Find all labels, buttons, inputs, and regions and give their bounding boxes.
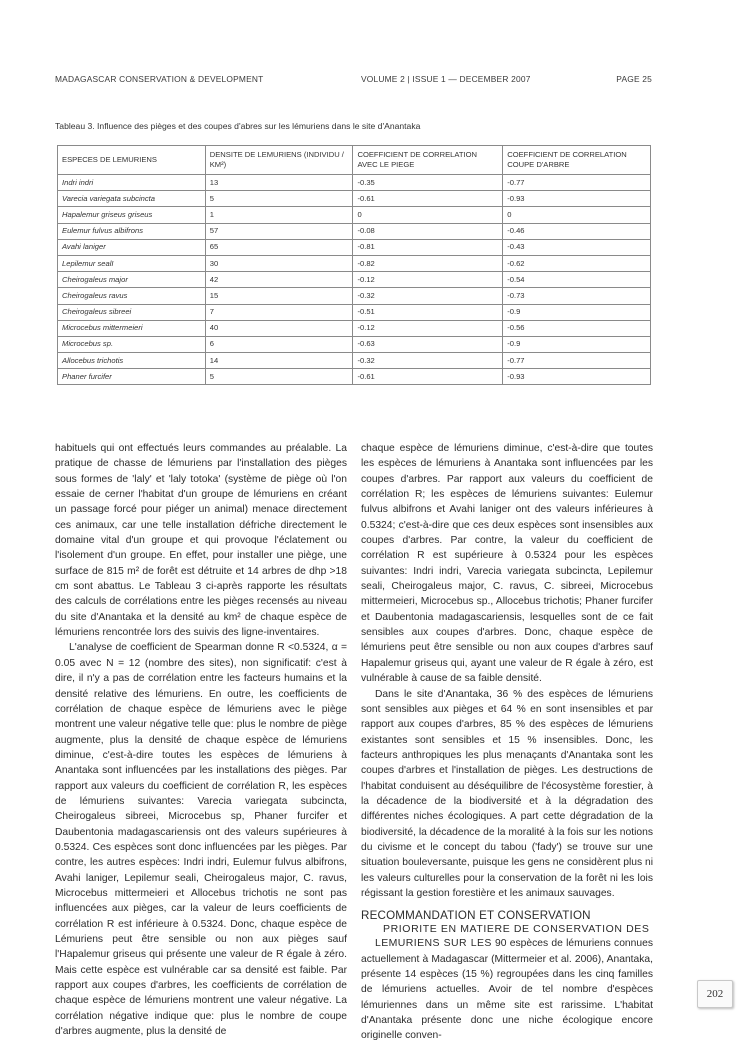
table-row: [58, 353, 651, 369]
page-number-badge: 202: [697, 980, 733, 1008]
header-density: DENSITE DE LEMURIENS (INDIVIDU / KM²): [205, 146, 353, 175]
cell-trap-correlation: -0.08: [353, 223, 503, 239]
paragraph: Dans le site d'Anantaka, 36 % des espèces de lémuriens sont sensibles aux pièges et 64 % en sont insensibles et par rapport aux coupes d'arbres, 85 % des espèces de lémuriens existantes sont sensibles et 15 % insensibles. Donc, les facteurs anthropiques les plus menaçants d'Anantaka sont les coupes d'arbres et l'installation de pièges. Les destructions de l'habitat conduisent au déséquilibre de l'écosystème forestier, à la décadence de la biodiversité et à la dégradation des différentes niches écologiques. A part cette dégradation de la biodiversité, la décadence de la moralité à la fois sur les notions du civisme et le concept du tabou ('fady') se trouve sur une situation bouleversante, puisque les gens ne considèrent plus ni les valeurs culturelles pour la conservation de la forêt ni les lois régissant la gestion forestière et les animaux sauvages.: [361, 688, 653, 899]
table-row: [58, 288, 651, 304]
cell-cut-correlation: -0.9: [503, 304, 651, 320]
table-row: [58, 255, 651, 271]
table-header-row: [58, 146, 651, 175]
cell-species: Eulemur fulvus albifrons: [58, 223, 206, 239]
section-heading: RECOMMANDATION ET CONSERVATION: [361, 909, 591, 923]
cell-trap-correlation: -0.82: [353, 255, 503, 271]
cell-density: 65: [205, 239, 353, 255]
cell-cut-correlation: -0.73: [503, 288, 651, 304]
cell-density: 15: [205, 288, 353, 304]
table-row: [58, 304, 651, 320]
journal-title: MADAGASCAR CONSERVATION & DEVELOPMENT: [55, 74, 264, 84]
cell-density: 42: [205, 272, 353, 288]
table-row: [58, 175, 651, 191]
paragraph-text: 90 espèces de lémuriens connues actuellement à Madagascar (Mittermeier et al. 2006), Anantaka, présente 14 espèces (15 %) regroupées dans les cinq familles de lémuriens actuelles. Avoir de tel nombre d'espèces lémuriennes dans un même site est rarissime. L'habitat d'Anantaka présente donc une niche écologique encore originelle conven-: [361, 938, 653, 1042]
cell-cut-correlation: -0.77: [503, 175, 651, 191]
lemur-correlation-table: [57, 145, 651, 385]
paragraph: L'analyse de coefficient de Spearman donne R <0.5324, α = 0.05 avec N = 12 (nombre des sites), non significatif: c'est à dire, il n'y a pas de corrélation entre les facteurs humains et la densité relative des lémuriens. En outre, les coefficients de corrélation de chaque espèce de lémuriens avec le piège montrent une valeur négative telle que: plus le nombre de piège augmente, plus la densité de chaque espèce de lémuriens diminue, c'est-à-dire toutes les espèces de lémuriens à Anantaka sont influencées par les installations des pièges. Par rapport aux valeurs du coefficient de corrélation R, les espèces de lémuriens suivantes: Varecia variegata subcincta, Cheirogaleus sibreei, Microcebus sp, Phaner furcifer et Daubentonia madagascariensis ont des valeurs supérieures à 0.5324. Ces espèces sont donc influencées par les pièges. Par contre, les autres espèces: Indri indri, Eulemur fulvus albifrons, Avahi laniger, Lepilemur seali, Cheirogaleus major, C. ravus, Microcebus mittermeieri et Allocebus trichotis ne sont pas influencées aux pièges, car la valeur de leurs coefficients de corrélation R est inférieure à 0.5324. Donc, chaque espèce de Lémuriens peut être sensible ou non aux pièges sauf l'Hapalemur griseus qui présente une valeur de R égale à zéro. Mais cette espèce est vulnérable car sa densité est faible. Par rapport aux coupes d'arbres, les coefficients de corrélation de chaque espèce de lémuriens montrent une valeur négative. La corrélation négative indique que: plus le nombre de coupe d'arbres augmente, plus la densité de: [55, 642, 347, 1038]
subsection-heading: PRIORITE EN MATIERE DE CONSERVATION DES: [383, 923, 650, 936]
cell-cut-correlation: -0.46: [503, 223, 651, 239]
cell-species: Cheirogaleus ravus: [58, 288, 206, 304]
right-column: [361, 441, 653, 1044]
header-cut-correlation: COEFFICIENT DE CORRELATION COUPE D'ARBRE: [503, 146, 651, 175]
cell-density: 1: [205, 207, 353, 223]
cell-density: 5: [205, 191, 353, 207]
table-row: [58, 320, 651, 336]
cell-trap-correlation: -0.32: [353, 353, 503, 369]
cell-species: Allocebus trichotis: [58, 353, 206, 369]
cell-density: 14: [205, 353, 353, 369]
cell-cut-correlation: -0.77: [503, 353, 651, 369]
left-column: [55, 441, 347, 1039]
cell-density: 30: [205, 255, 353, 271]
cell-density: 40: [205, 320, 353, 336]
cell-species: Phaner furcifer: [58, 369, 206, 385]
cell-trap-correlation: -0.81: [353, 239, 503, 255]
subsection-heading-continued: LEMURIENS SUR LES: [375, 937, 492, 950]
table-row: [58, 336, 651, 352]
cell-cut-correlation: -0.56: [503, 320, 651, 336]
cell-trap-correlation: -0.35: [353, 175, 503, 191]
cell-species: Hapalemur griseus griseus: [58, 207, 206, 223]
table-row: [58, 239, 651, 255]
running-header: [55, 74, 652, 88]
cell-cut-correlation: 0: [503, 207, 651, 223]
cell-species: Cheirogaleus major: [58, 272, 206, 288]
header-species: ESPECES DE LEMURIENS: [58, 146, 206, 175]
cell-trap-correlation: -0.63: [353, 336, 503, 352]
table-row: [58, 223, 651, 239]
cell-species: Varecia variegata subcincta: [58, 191, 206, 207]
table-row: [58, 191, 651, 207]
cell-cut-correlation: -0.93: [503, 191, 651, 207]
cell-trap-correlation: 0: [353, 207, 503, 223]
table-row: [58, 272, 651, 288]
paragraph: [361, 936, 653, 1043]
cell-density: 7: [205, 304, 353, 320]
header-trap-correlation: COEFFICIENT DE CORRELATION AVEC LE PIEGE: [353, 146, 503, 175]
cell-density: 5: [205, 369, 353, 385]
cell-density: 6: [205, 336, 353, 352]
cell-cut-correlation: -0.93: [503, 369, 651, 385]
page-label: PAGE 25: [616, 74, 652, 84]
cell-cut-correlation: -0.9: [503, 336, 651, 352]
cell-trap-correlation: -0.12: [353, 320, 503, 336]
cell-density: 57: [205, 223, 353, 239]
cell-cut-correlation: -0.62: [503, 255, 651, 271]
cell-cut-correlation: -0.54: [503, 272, 651, 288]
paragraph: chaque espèce de lémuriens diminue, c'est-à-dire que toutes les espèces de lémuriens à Anantaka sont influencées par les coupes d'arbres. Par rapport aux valeurs du coefficient de corrélation R; les espèces de lémuriens suivantes: Eulemur fulvus albifrons et Avahi laniger ont des valeurs inférieures à 0.5324; c'est-à-dire que ces deux espèces sont insensibles aux coupes d'arbres. Par contre, la valeur du coefficient de corrélation R est supérieure à 0.5324 pour les espèces suivantes: Indri indri, Varecia variegata subcincta, Lepilemur seali, Cheirogaleus major, C. ravus, C. sibreei, Microcebus mittermeieri, Microcebus sp., Allocebus trichotis; Phaner furcifer et Daubentonia madagascariensis, lesquelles sont de ce fait sensibles aux coupes d'arbres. Donc, chaque espèce de lémuriens peut être sensible ou non aux coupes d'arbres sauf Hapalemur griseus qui, ayant une valeur de R égale à zéro, est vulnérable à cause de sa faible densité.: [361, 443, 653, 685]
cell-trap-correlation: -0.61: [353, 191, 503, 207]
cell-species: Cheirogaleus sibreei: [58, 304, 206, 320]
cell-trap-correlation: -0.51: [353, 304, 503, 320]
table-row: [58, 207, 651, 223]
cell-trap-correlation: -0.12: [353, 272, 503, 288]
cell-trap-correlation: -0.32: [353, 288, 503, 304]
cell-species: Avahi laniger: [58, 239, 206, 255]
table-row: [58, 369, 651, 385]
paragraph: habituels qui ont effectués leurs commandes au préalable. La pratique de chasse de lémuriens par l'installation des pièges sous formes de 'laly' et 'laly totoka' (système de piège où l'on essaie de cerner l'habitat d'un groupe de lémuriens en créant un passage forcé pour piéger un animal) menace directement ces animaux, car une telle installation défriche directement le domaine vital d'un groupe et qui provoque l'éclatement ou l'isolement d'un groupe. En effet, pour installer une piège, une surface de 815 m² de forêt est détruite et 14 arbres de dhp >18 cm sont abattus. Le Tableau 3 ci-après rapporte les résultats des calculs de corrélations entre les pièges recensés au niveau du site d'Anantaka et la densité au km² de chaque espèce de lémuriens rencontrée lors des suivis des ligne-inventaires.: [55, 443, 347, 639]
cell-cut-correlation: -0.43: [503, 239, 651, 255]
cell-species: Lepilemur sealI: [58, 255, 206, 271]
cell-species: Microcebus mittermeieri: [58, 320, 206, 336]
cell-trap-correlation: -0.61: [353, 369, 503, 385]
issue-info: VOLUME 2 | ISSUE 1 — DECEMBER 2007: [361, 74, 531, 84]
cell-species: Microcebus sp.: [58, 336, 206, 352]
table-body: [58, 175, 651, 385]
cell-density: 13: [205, 175, 353, 191]
cell-species: Indri indri: [58, 175, 206, 191]
table-caption: Tableau 3. Influence des pièges et des coupes d'abres sur les lémuriens dans le site d'Anantaka: [55, 121, 421, 131]
